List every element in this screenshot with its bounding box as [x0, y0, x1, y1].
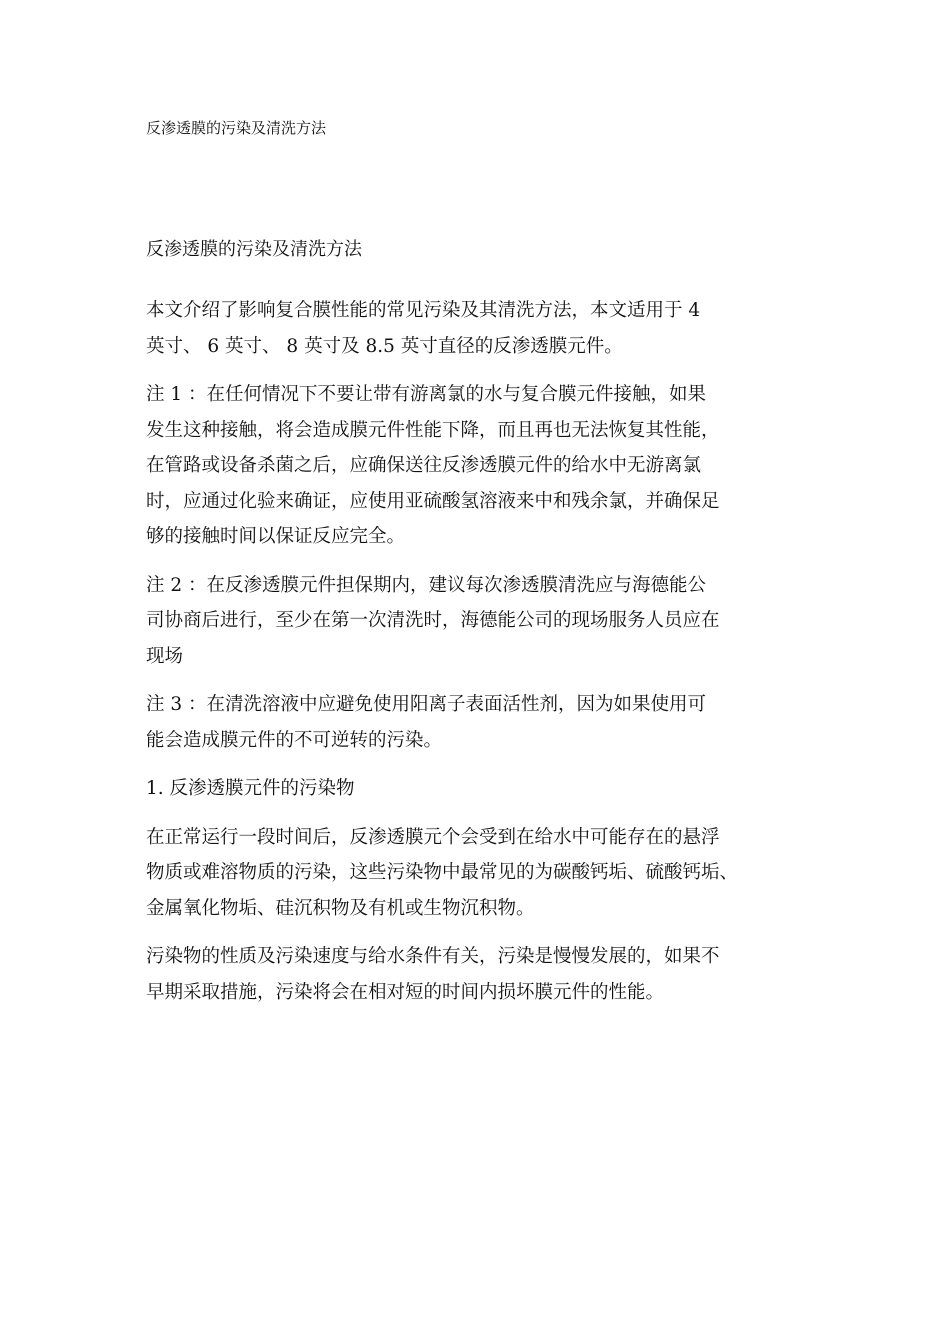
- text-line: 本文介绍了影响复合膜性能的常见污染及其清洗方法，本文适用于 4: [146, 300, 701, 321]
- text-line: 时，应通过化验来确证，应使用亚硫酸氢溶液来中和残余氯，并确保足: [146, 490, 720, 512]
- text-line: 物质或难溶物质的污染，这些污染物中最常见的为碳酸钙垢、硫酸钙垢、: [146, 862, 739, 883]
- text-line: 注 1 ：在任何情况下不要让带有游离氯的水与复合膜元件接触，如果: [146, 384, 707, 405]
- text-line: 够的接触时间以保证反应完全。: [146, 526, 406, 547]
- paragraph-note-2: [146, 568, 811, 675]
- text-line: 早期采取措施，污染将会在相对短的时间内损坏膜元件的性能。: [146, 981, 665, 1003]
- paragraph-intro: [146, 293, 811, 364]
- text-line: 能会造成膜元件的不可逆转的污染。: [146, 729, 443, 751]
- text-line: 注 2 ：在反渗透膜元件担保期内，建议每次渗透膜清洗应与海德能公: [146, 574, 707, 596]
- text-line: 注 3 ：在清洗溶液中应避免使用阳离子表面活性剂，因为如果使用可: [146, 694, 707, 715]
- text-line: 金属氧化物垢、硅沉积物及有机或生物沉积物。: [146, 897, 535, 919]
- paragraph-note-1: [146, 377, 811, 555]
- section-heading-text: 1. 反渗透膜元件的污染物: [146, 778, 355, 799]
- document-body: [146, 293, 811, 1010]
- page-header-title: 反渗透膜的污染及清洗方法: [146, 119, 327, 137]
- text-line: 在管路或设备杀菌之后，应确保送往反渗透膜元件的给水中无游离氯: [146, 455, 702, 476]
- text-line: 发生这种接触，将会造成膜元件性能下降，而且再也无法恢复其性能，: [146, 419, 720, 441]
- section-heading-1: [146, 771, 811, 807]
- text-line: 污染物的性质及污染速度与给水条件有关，污染是慢慢发展的，如果不: [146, 946, 720, 967]
- paragraph-note-3: [146, 687, 811, 758]
- text-line: 司协商后进行，至少在第一次清洗时，海德能公司的现场服务人员应在: [146, 610, 720, 631]
- document-title: 反渗透膜的污染及清洗方法: [146, 239, 362, 260]
- paragraph-pollution-rate: [146, 939, 811, 1010]
- paragraph-pollutants: [146, 820, 811, 927]
- text-line: 在正常运行一段时间后，反渗透膜元个会受到在给水中可能存在的悬浮: [146, 826, 720, 848]
- text-line: 英寸、 6 英寸、 8 英寸及 8.5 英寸直径的反渗透膜元件。: [146, 335, 623, 357]
- text-line: 现场: [146, 645, 184, 667]
